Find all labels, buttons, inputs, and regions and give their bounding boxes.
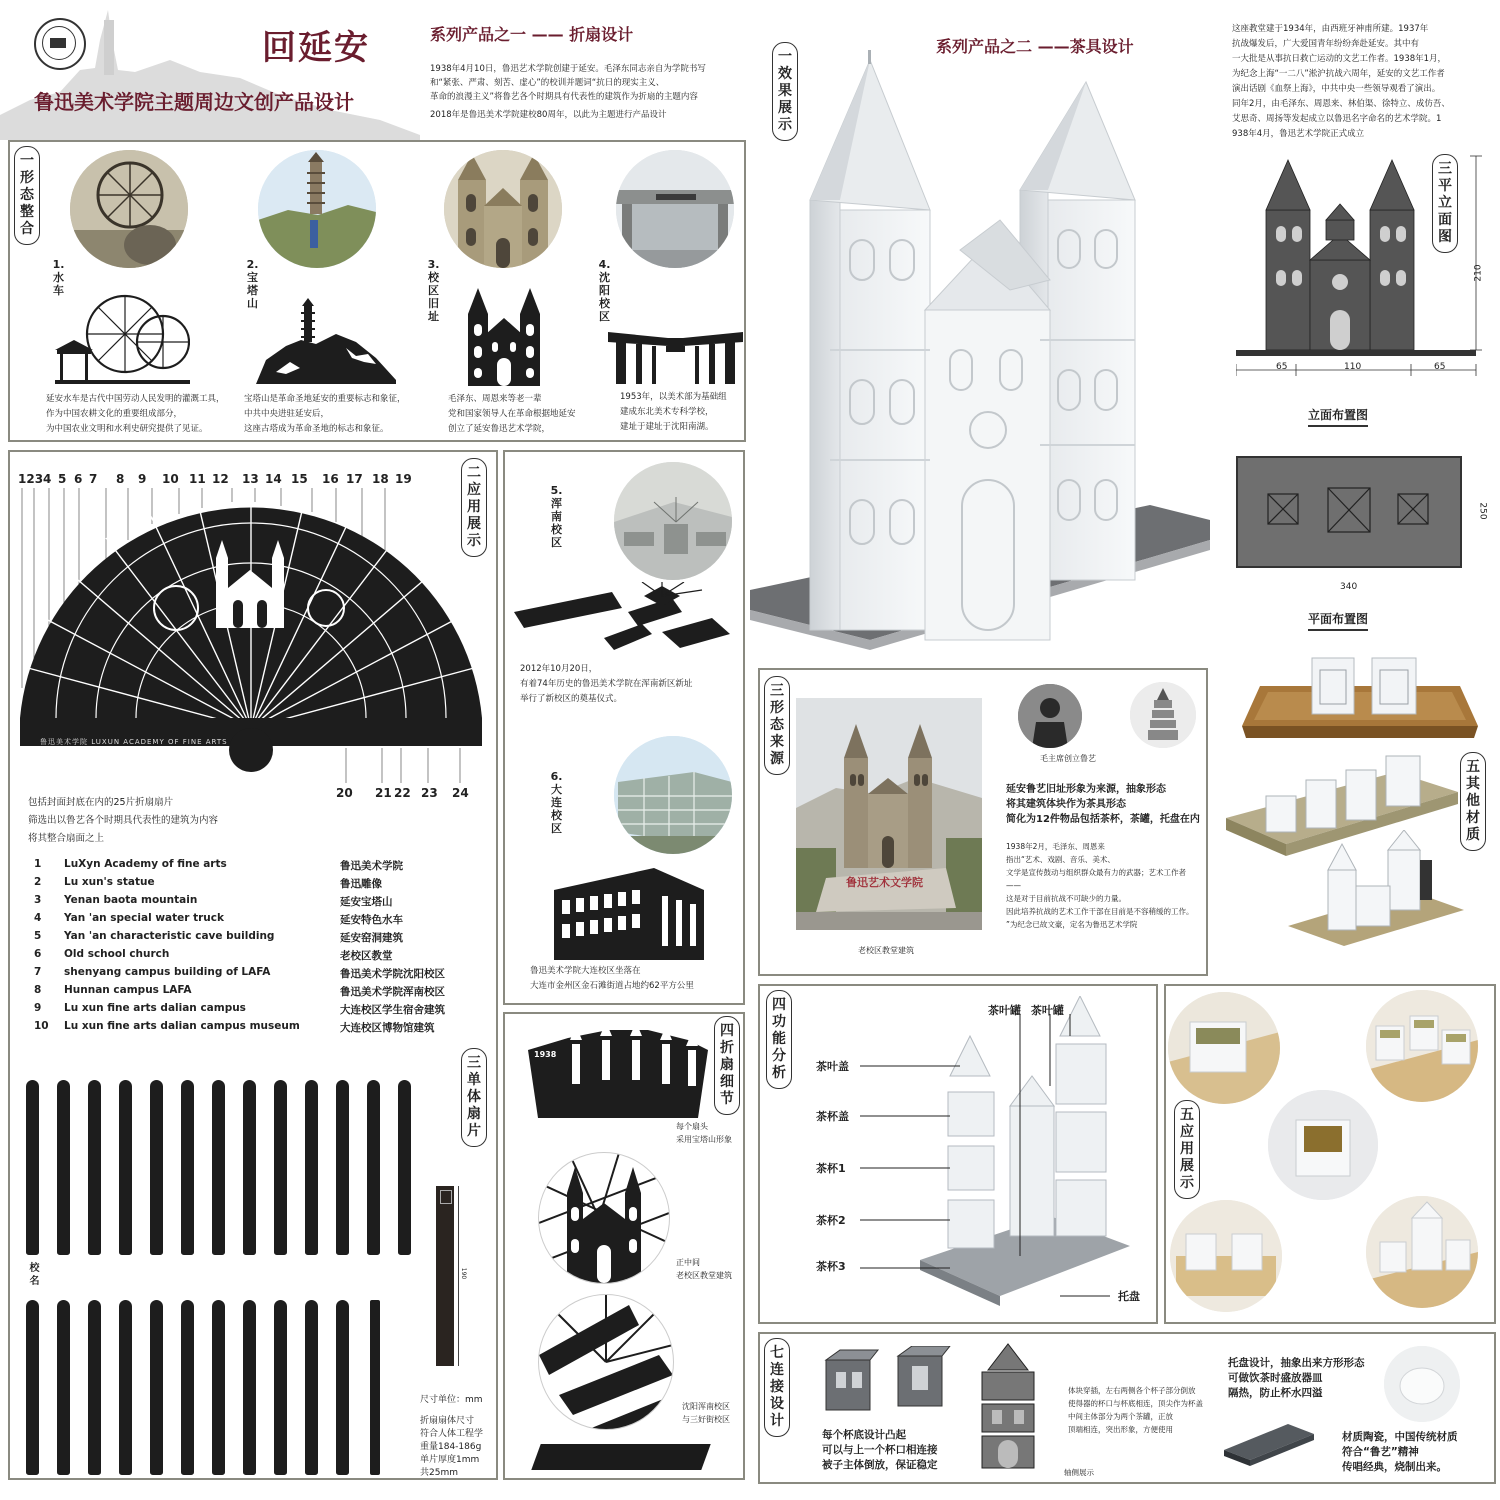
fan-rib	[398, 1080, 411, 1255]
fan-rib	[243, 1080, 256, 1255]
fan-element-list	[34, 858, 474, 1038]
hunnan-campus-caption: 2012年10月20日， 有着74年历史的鲁迅美术学院在浑南新区新址 举行了新校区的奠基仪式。	[520, 664, 693, 704]
tea-canister-label-2: 茶叶罐	[1030, 1004, 1064, 1017]
three-cups-photo	[1366, 990, 1478, 1102]
tea-leaf-canister-photo	[1168, 992, 1280, 1104]
dalian-campus-photo	[614, 736, 732, 854]
plan-drawing	[1236, 456, 1462, 568]
fan-campus-note: 沈阳浑南校区 与三好街校区	[682, 1402, 730, 1424]
cup-2-label: 茶杯2	[816, 1214, 846, 1227]
watermill-caption: 延安水车是古代中国劳动人民发明的灌溉工具， 作为中国农耕文化的重要组成部分， 为中国农业文明和水利史研究提供了见证。	[46, 394, 225, 434]
list-item: 9 Lu xun fine arts dalian campus 大连校区学生宿舍建筑	[34, 1002, 445, 1016]
fan-guard-text: 鲁迅美术学院 LUXUN ACADEMY OF FINE ARTS	[40, 738, 228, 746]
pagoda-hill-photo	[258, 150, 376, 268]
hunnan-campus-label: 5.浑南校区	[550, 484, 563, 549]
list-item: 5 Yan 'an characteristic cave building 延安窑洞建筑	[34, 930, 403, 944]
plan-width-dimension: 340	[1340, 582, 1358, 592]
pagoda-hill-caption: 宝塔山是革命圣地延安的重要标志和象征， 中共中央进驻延安后， 这座古塔成为革命圣地的标志和象征。	[244, 394, 406, 434]
elevation-height-dimension: 210	[1473, 264, 1484, 282]
tea-canister-label: 茶叶罐	[988, 1004, 1021, 1017]
section-tag-fan-detail: 四 折 扇 细 节	[714, 1016, 740, 1115]
fan-bottom-numbers: 20 21 22 23 24	[336, 786, 469, 800]
main-title: 回延安	[262, 28, 370, 68]
pagoda-hill-silhouette	[256, 298, 396, 384]
gold-tray-church-render	[1288, 830, 1464, 950]
fan-rib	[243, 1300, 256, 1475]
fan-center-note: 正中间 老校区教堂建筑	[676, 1258, 732, 1280]
fan-rib	[305, 1080, 318, 1255]
tea-set-church-render	[750, 50, 1220, 650]
school-name-label: 校名	[29, 1263, 40, 1287]
fan-rib	[274, 1080, 287, 1255]
dalian-campus-silhouette	[554, 860, 704, 960]
wood-tray-render	[1240, 652, 1480, 748]
function-exploded-view	[860, 996, 1150, 1316]
fan-ribs-row-1	[26, 1080, 416, 1255]
rib-dimension-drawing	[436, 1186, 466, 1366]
section-tag-application-photos: 五 应 用 展 示	[1174, 1100, 1200, 1199]
fan-rib	[119, 1300, 132, 1475]
section-tag-connection: 七 连 接 设 计	[764, 1338, 790, 1437]
rib-size-notes: 尺寸单位：mm 折扇扇体尺寸 符合人体工程学 重量184-186g 单片厚度1mm 共25mm	[420, 1395, 484, 1478]
list-item: 8 Hunnan campus LAFA 鲁迅美术学院浑南校区	[34, 984, 445, 998]
plan-height-dimension: 250	[1477, 502, 1488, 520]
watermill-photo	[70, 150, 188, 268]
section-tag-other-material: 五 其 他 材 质	[1460, 752, 1486, 851]
school-emblem	[34, 18, 86, 70]
series2-title: 系列产品之二 ——茶具设计	[936, 37, 1134, 56]
fan-top-numbers: 123 4 5 6 7 8 9 10 11 12 13 14 15 16 17 18 19	[18, 472, 412, 486]
section-tag-effect: 一 效 果 展 示	[772, 42, 798, 141]
old-church-photo	[796, 698, 982, 930]
cup-1-label: 茶杯1	[816, 1162, 846, 1175]
tray-label: 托盘	[1118, 1290, 1140, 1303]
list-item: 3 Yenan baota mountain 延安宝塔山	[34, 894, 393, 908]
series1-text: 1938年4月10日，鲁迅艺术学院创建于延安。毛泽东同志亲自为学院书写 和“紧张、严肃、刻苦、虚心”的校训并题词“抗日的现实主义、 革命的浪漫主义”将鲁艺各个时期具有代表性的建筑作为折扇的主题内容 2018年是鲁迅美术学院建校80周年，以此为主题进行产品设计	[430, 64, 706, 120]
hunnan-campus-photo	[614, 462, 732, 580]
source-bold-text: 延安鲁艺旧址形象为来源，抽象形态 将其建筑体块作为茶具形态 简化为12件物品包括茶杯，茶罐，托盘在内	[1006, 784, 1200, 825]
fan-rib	[57, 1300, 70, 1475]
old-campus-label: 3.校区旧址	[427, 258, 440, 323]
cup-connection-models	[820, 1346, 960, 1426]
old-church-photo-caption: 老校区教堂建筑	[858, 946, 914, 955]
fan-rib	[336, 1080, 349, 1255]
rib-length-dimension: 190	[460, 1267, 468, 1280]
fan-tip-note: 每个扇头 采用宝塔山形象	[676, 1122, 732, 1144]
dalian-campus-label: 6.大连校区	[550, 770, 563, 835]
fan-center-church-detail	[538, 1152, 670, 1284]
pagoda-model-photo	[1130, 682, 1196, 748]
fan-rib	[367, 1080, 380, 1255]
full-set-photo	[1366, 1196, 1478, 1308]
source-history-text: 1938年2月，毛泽东、周恩来 指出“艺术、戏剧、音乐、美术、 文学是宣传鼓动与组织群众最有力的武器；艺术工作者 —— 这是对于目前抗战不可缺少的力量。 因此培养抗战的艺术工作干部在目前是不容稍缓的工作。 ”为纪念已故文豪，定名为鲁迅艺术学院	[1006, 842, 1194, 929]
list-item: 7 shenyang campus building of LAFA 鲁迅美术学院沈阳校区	[34, 966, 445, 980]
fan-tip-pagoda-detail	[528, 1020, 708, 1118]
fan-rib	[274, 1300, 287, 1475]
elevation-caption: 立面布置图	[1308, 406, 1368, 427]
old-campus-church-silhouette	[464, 286, 544, 386]
cup-lid-label: 茶杯盖	[816, 1110, 849, 1123]
dalian-campus-caption: 鲁迅美术学院大连校区坐落在 大连市金州区金石滩街道占地约62平方公里	[530, 966, 694, 991]
series2-text: 这座教堂建于1934年，由西班牙神甫所建。1937年 抗战爆发后，广大爱国青年纷纷奔赴延安。其中有 一大批是从事抗日救亡运动的文艺工作者。1938年1月， 为纪念上海“一二八”淞沪抗战六周年，延安的文艺工作者 演出话剧《血祭上海》，中共中央一些领导观看了演出。 同年2月，由毛泽东、周恩来、林伯渠、徐特立、成仿吾、 艾思奇、周扬等发起成立以鲁迅名字命名的艺术学院。1 938年4月，鲁迅艺术学院正式成立	[1232, 24, 1450, 139]
fan-campus-detail	[538, 1294, 674, 1430]
mao-portrait-photo	[1018, 684, 1082, 748]
section-tag-application: 二 应 用 展 示	[461, 458, 487, 557]
list-item: 1 LuXyn Academy of fine arts 鲁迅美术学院	[34, 858, 403, 872]
watermill-label: 1.水车	[52, 258, 65, 297]
section-tag-function: 四 功 能 分 析	[766, 990, 792, 1089]
fan-rib	[150, 1080, 163, 1255]
old-campus-caption: 毛泽东、周恩来等老一辈 党和国家领导人在革命根据地延安 创立了延安鲁迅艺术学院，	[448, 394, 576, 434]
tray-model	[1224, 1420, 1314, 1466]
elevation-width-dimensions: 65 110 65	[1276, 362, 1446, 372]
list-item: 4 Yan 'an special water truck 延安特色水车	[34, 912, 403, 926]
elevation-drawing	[1236, 150, 1496, 390]
list-item: 2 Lu xun's statue 鲁迅雕像	[34, 876, 382, 890]
tray-design-text: 托盘设计，抽象出来方形形态 可做饮茶时盛放器皿 隔热，防止杯水四溢	[1228, 1357, 1365, 1399]
fan-rib	[181, 1080, 194, 1255]
shenyang-campus-label: 4.沈阳校区	[598, 258, 611, 323]
shenyang-campus-caption: 1953年，以美术部为基础组 建成东北美术专科学校， 建址于建址于沈阳南湖。	[620, 392, 727, 432]
fan-rib	[88, 1080, 101, 1255]
single-cup-photo	[1268, 1090, 1378, 1200]
fan-rib	[305, 1300, 318, 1475]
fan-rib	[370, 1300, 380, 1475]
fan-rib	[57, 1080, 70, 1255]
section-tag-single-ribs: 三 单 体 扇 片	[461, 1048, 487, 1147]
tea-lid-label: 茶叶盖	[816, 1060, 849, 1073]
fan-rib	[181, 1300, 194, 1475]
fan-rib	[212, 1080, 225, 1255]
axonometric-caption: 轴侧展示	[1064, 1468, 1094, 1477]
fan-rib	[119, 1080, 132, 1255]
section-tag-form-source: 三 形 态 来 源	[764, 676, 790, 775]
ceramic-material-photo	[1384, 1346, 1460, 1422]
shenyang-campus-photo	[616, 150, 734, 268]
fan-intro-text: 包括封面封底在内的25片折扇扇片 筛选出以鲁艺各个时期具代表性的建筑为内容 将其整合扇面之上	[28, 797, 219, 844]
header	[0, 0, 760, 140]
fan-rib	[212, 1300, 225, 1475]
cup-connection-bold-text: 每个杯底设计凸起 可以与上一个杯口相连接 被子主体倒放，保证稳定	[822, 1429, 938, 1471]
mao-portrait-caption: 毛主席创立鲁艺	[1040, 754, 1096, 763]
list-item: 6 Old school church 老校区教堂	[34, 948, 393, 962]
watermill-silhouette	[55, 292, 190, 384]
fan-rib	[336, 1300, 349, 1475]
plan-caption: 平面布置图	[1308, 610, 1368, 631]
fan-ribs-row-2	[26, 1300, 396, 1475]
fan-rib	[88, 1300, 101, 1475]
stone-inscription: 鲁迅艺术文学院	[846, 876, 923, 889]
fan-rib	[26, 1300, 39, 1475]
list-item: 10 Lu xun fine arts dalian campus museum 大连校区博物馆建筑	[34, 1020, 435, 1034]
pagoda-hill-label: 2.宝塔山	[246, 258, 259, 310]
material-text: 材质陶瓷，中国传统材质 符合“鲁艺”精神 传唱经典，烧制出来。	[1342, 1431, 1458, 1473]
structure-description: 体块穿插，左右两侧各个杯子部分倒放 使得器的杯口与杯底相连，顶尖作为杯盖 中间主体部分为两个茶罐，正放 顶端相连，突出形象，方便使用	[1068, 1386, 1203, 1434]
section-tag-form-integration: 一 形 态 整 合	[14, 146, 40, 245]
fan-rib	[26, 1080, 39, 1255]
closed-fan-render	[531, 1444, 710, 1470]
axonometric-stack-drawing	[968, 1340, 1048, 1470]
shenyang-gate-silhouette	[608, 330, 743, 384]
old-campus-photo	[444, 150, 562, 268]
cup-3-label: 茶杯3	[816, 1260, 846, 1273]
fan-tip-year: 1938	[534, 1050, 557, 1059]
cups-on-tray-photo	[1170, 1200, 1282, 1312]
fan-rib	[150, 1300, 163, 1475]
series1-title: 系列产品之一 —— 折扇设计	[430, 25, 634, 44]
hunnan-campus-silhouette	[512, 582, 740, 662]
subtitle: 鲁迅美术学院主题周边文创产品设计	[34, 90, 354, 114]
section-tag-elevation: 三 平 立 面 图	[1432, 154, 1458, 253]
